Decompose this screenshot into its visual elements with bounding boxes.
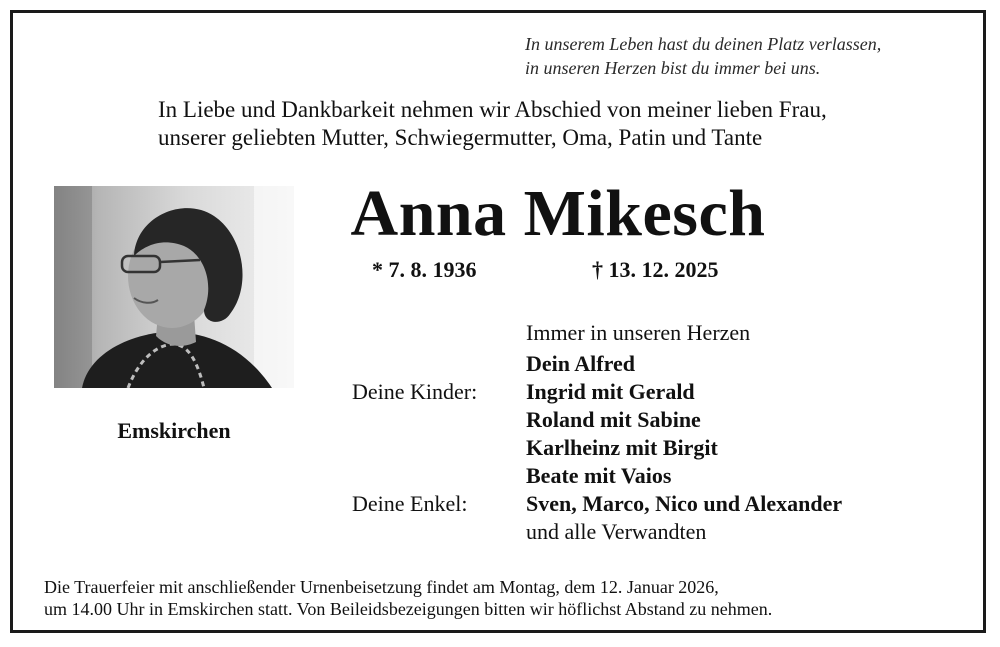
mourner-label	[352, 434, 526, 462]
memorial-quote	[525, 32, 985, 80]
mourner-value: und alle Verwandten	[526, 519, 707, 544]
mourner-label	[352, 518, 526, 546]
mourners-list	[352, 350, 972, 546]
intro-text	[158, 96, 958, 152]
death-date: † 13. 12. 2025	[592, 257, 719, 282]
place-of-residence: Emskirchen	[117, 418, 231, 443]
mourner-value: Roland mit Sabine	[526, 407, 701, 432]
intro-line-2: unserer geliebten Mutter, Schwiegermutter, Oma, Patin und Tante	[158, 125, 763, 150]
mourner-row	[352, 434, 972, 462]
deceased-name: Anna Mikesch	[350, 177, 766, 250]
mourner-label	[352, 406, 526, 434]
quote-line-2: in unseren Herzen bist du immer bei uns.	[525, 58, 821, 78]
mourner-value: Karlheinz mit Birgit	[526, 435, 718, 460]
mourner-row	[352, 350, 972, 378]
mourner-label	[352, 350, 526, 378]
mourner-label	[352, 462, 526, 490]
portrait-photo	[54, 186, 294, 388]
mourner-value: Beate mit Vaios	[526, 463, 672, 488]
mourner-row	[352, 518, 972, 546]
mourner-value: Ingrid mit Gerald	[526, 379, 695, 404]
mourner-value: Dein Alfred	[526, 351, 635, 376]
mourner-row	[352, 378, 972, 406]
mourners-intro: Immer in unseren Herzen	[526, 320, 751, 345]
mourner-label: Deine Enkel:	[352, 491, 468, 516]
footer-line-1: Die Trauerfeier mit anschließender Urnenbeisetzung findet am Montag, dem 12. Januar 2026,	[44, 577, 719, 597]
mourner-row	[352, 490, 972, 518]
quote-line-1: In unserem Leben hast du deinen Platz verlassen,	[525, 34, 882, 54]
mourner-value: Sven, Marco, Nico und Alexander	[526, 491, 843, 516]
mourner-label: Deine Kinder:	[352, 379, 478, 404]
intro-line-1: In Liebe und Dankbarkeit nehmen wir Abschied von meiner lieben Frau,	[158, 97, 827, 122]
mourner-row	[352, 462, 972, 490]
birth-date: * 7. 8. 1936	[372, 257, 477, 282]
funeral-details	[44, 576, 964, 620]
footer-line-2: um 14.00 Uhr in Emskirchen statt. Von Beileidsbezeigungen bitten wir höflichst Abstand zu nehmen.	[44, 599, 773, 619]
mourner-row	[352, 406, 972, 434]
